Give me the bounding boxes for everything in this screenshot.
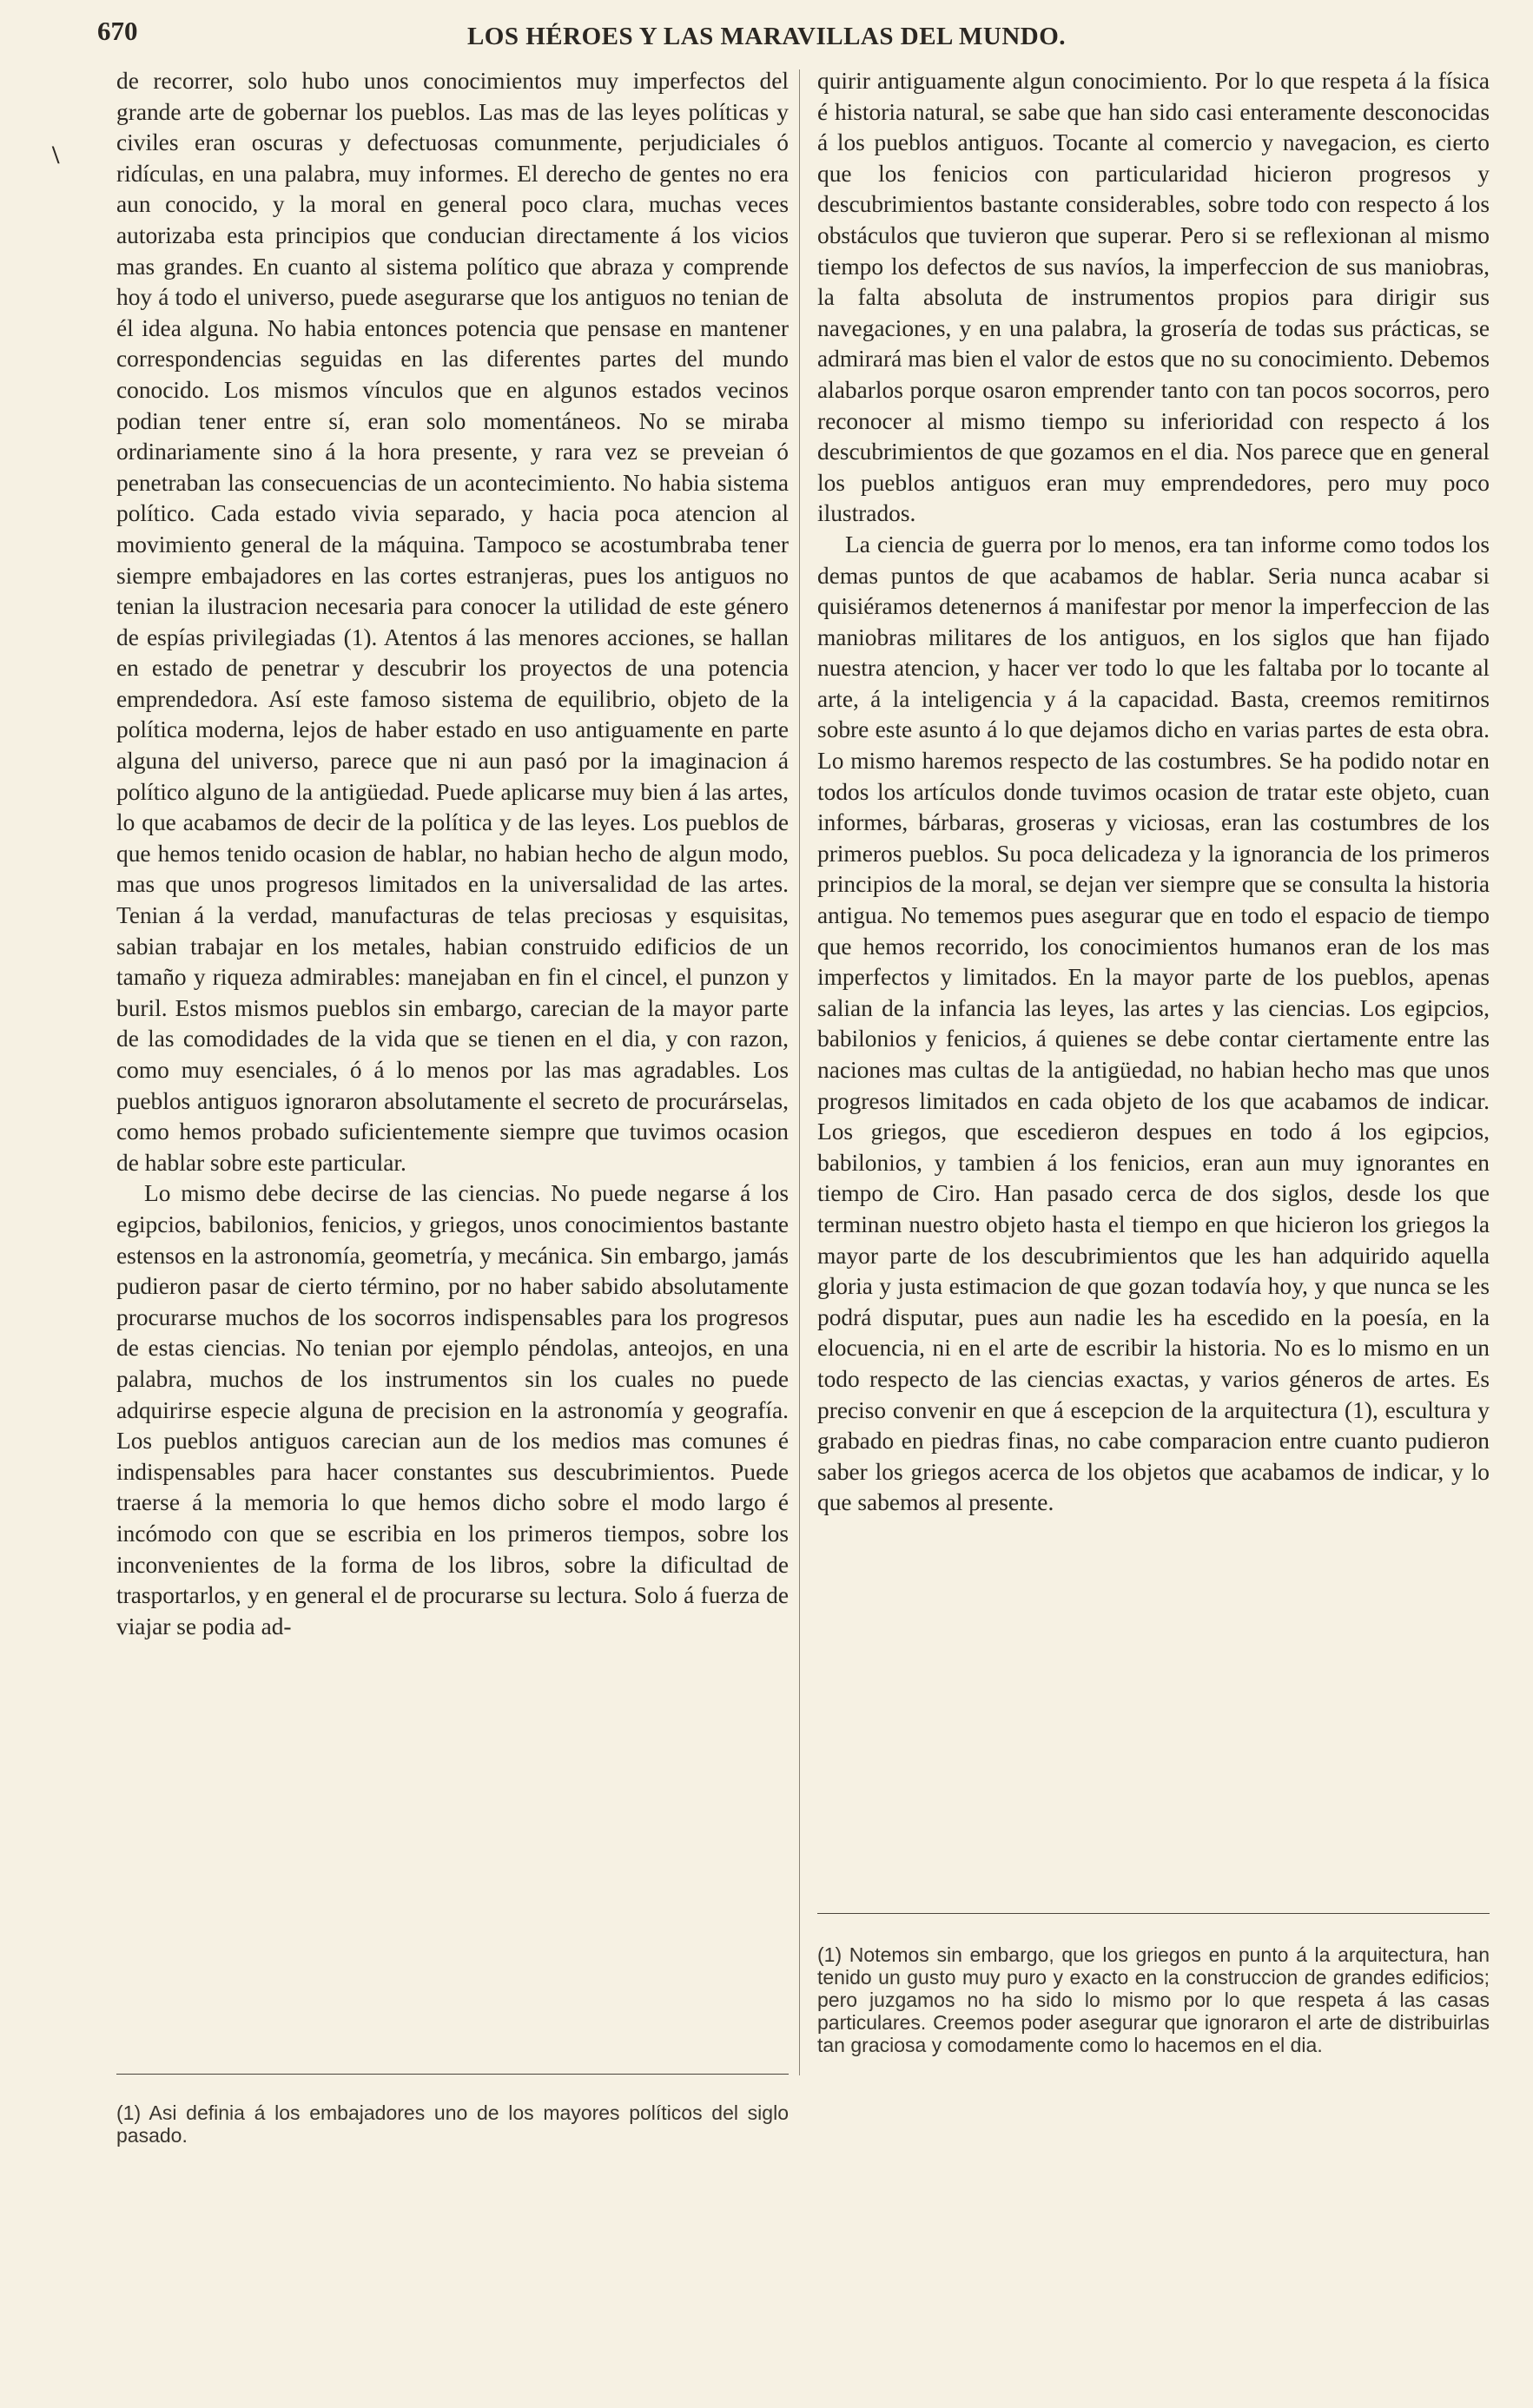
left-column: [116, 66, 789, 1642]
left-paragraph-1: de recorrer, solo hubo unos conocimientos muy imperfectos del grande arte de gobernar los pueblos. Las mas de las leyes políticas y civiles eran oscuras y defectuosas comunmente, perjudiciales ó ridículas, en una palabra, muy informes. El derecho de gentes no era aun conocido, y la moral en general poco clara, muchas veces autorizaba esta principios que conducian directamente á los vicios mas grandes. En cuanto al sistema político que abraza y comprende hoy á todo el universo, puede asegurarse que los antiguos no tenian de él idea alguna. No habia entonces potencia que pensase en mantener correspondencias seguidas en las diferentes partes del mundo conocido. Los mismos vínculos que en algunos estados vecinos podian tener entre sí, eran solo momentáneos. No se miraba ordinariamente sino á la hora presente, y rara vez se preveian ó penetraban las consecuencias de un acontecimiento. No habia sistema político. Cada estado vivia separado, y hacia poca atencion al movimiento general de la máquina. Tampoco se acostumbraba tener siempre embajadores en las cortes estranjeras, pues los antiguos no tenian la ilustracion necesaria para conocer la utilidad de este género de espías privilegiadas (1). Atentos á las menores acciones, se hallan en estado de penetrar y descubrir los proyectos de una potencia emprendedora. Así este famoso sistema de equilibrio, objeto de la política moderna, lejos de haber estado en uso antiguamente en parte alguna del universo, parece que ni aun pasó por la imaginacion á político alguno de la antigüedad. Puede aplicarse muy bien á las artes, lo que acabamos de decir de la política y de las leyes. Los pueblos de que hemos tenido ocasion de hablar, no habian hecho de algun modo, mas que unos progresos limitados en la universalidad de las artes. Tenian á la verdad, manufacturas de telas preciosas y esquisitas, sabian trabajar en los metales, habian construido edificios de un tamaño y riqueza admirables: manejaban en fin el cincel, el punzon y buril. Estos mismos pueblos sin embargo, carecian de la mayor parte de las comodidades de la vida que se tienen en el dia, y con razon, como muy esenciales, ó á lo menos por las mas agradables. Los pueblos antiguos ignoraron absolutamente el secreto de procurárselas, como hemos probado suficientemente siempre que tuvimos ocasion de hablar sobre este particular.: [116, 68, 789, 1176]
running-title: LOS HÉROES Y LAS MARAVILLAS DEL MUNDO.: [466, 23, 1067, 50]
left-footnote: (1) Asi definia á los embajadores uno de los mayores políticos del siglo pasado.: [116, 2101, 789, 2147]
left-footnote-rule: [116, 2074, 789, 2075]
right-footnote-rule: [817, 1913, 1490, 1914]
page-number: 670: [97, 16, 138, 46]
right-paragraph-1: quirir antiguamente algun conocimiento. Por lo que respeta á la física é historia natural, se sabe que han sido casi enteramente desconocidas á los pueblos antiguos. Tocante al comercio y navegacion, es cierto que los fenicios con particularidad hicieron progresos y descubrimientos bastante considerables, sobre todo con respecto á los obstáculos que tuvieron que superar. Pero si se reflexionan al mismo tiempo los defectos de sus navíos, la imperfeccion de sus maniobras, la falta absoluta de instrumentos propios para dirigir sus navegaciones, y en una palabra, la grosería de todas sus prácticas, se admirará mas bien el valor de estos que no su conocimiento. Debemos alabarlos porque osaron emprender tanto con tan pocos socorros, pero reconocer al mismo tiempo su inferioridad con respecto á los descubrimientos de que gozamos en el dia. Nos parece que en general los pueblos antiguos eran muy emprendedores, pero muy poco ilustrados.: [817, 68, 1490, 527]
left-paragraph-2: Lo mismo debe decirse de las ciencias. No puede negarse á los egipcios, babilonios, fenicios, y griegos, unos conocimientos bastante estensos en la astronomía, geometría, y mecánica. Sin embargo, jamás pudieron pasar de cierto término, por no haber sabido absolutamente procurarse muchos de los socorros indispensables para los progresos de estas ciencias. No tenian por ejemplo péndolas, anteojos, en una palabra, muchos de los instrumentos sin los cuales no puede adquirirse especie alguna de precision en la astronomía y geografía. Los pueblos antiguos carecian aun de los medios mas comunes é indispensables para hacer constantes sus descubrimientos. Puede traerse á la memoria lo que hemos dicho sobre el modo largo é incómodo con que se escribia en los primeros tiempos, sobre los inconvenientes de la forma de los libros, sobre la dificultad de trasportarlos, y en general el de procurarse su lectura. Solo á fuerza de viajar se podia ad-: [116, 1180, 789, 1639]
column-divider: [799, 69, 800, 2075]
margin-mark: \: [52, 141, 60, 169]
right-footnote: (1) Notemos sin embargo, que los griegos en punto á la arquitectura, han tenido un gusto muy puro y exacto en la construccion de grandes edificios; pero juzgamos no ha sido lo mismo por lo que respeta á las casas particulares. Creemos poder asegurar que ignoraron el arte de distribuirlas tan graciosa y comodamente como lo hacemos en el dia.: [817, 1943, 1490, 2056]
right-paragraph-2: La ciencia de guerra por lo menos, era tan informe como todos los demas puntos de que acabamos de hablar. Seria nunca acabar si quisiéramos detenernos á manifestar por menor la imperfeccion de las maniobras militares de los antiguos, en los siglos que han fijado nuestra atencion, y hacer ver todo lo que les faltaba por lo tocante al arte, á la inteligencia y á la capacidad. Basta, creemos remitirnos sobre este asunto á lo que dejamos dicho en varias partes de esta obra. Lo mismo haremos respecto de las costumbres. Se ha podido notar en todos los artículos donde tuvimos ocasion de tratar este objeto, cuan informes, bárbaras, groseras y viciosas, eran las costumbres de los primeros pueblos. Su poca delicadeza y la ignorancia de los primeros principios de la moral, se dejan ver siempre que se consulta la historia antigua. No tememos pues asegurar que en todo el espacio de tiempo que hemos recorrido, los conocimientos humanos eran de los mas imperfectos y limitados. En la mayor parte de los pueblos, apenas salian de la infancia las leyes, las artes y las ciencias. Los egipcios, babilonios y fenicios, á quienes se debe contar ciertamente entre las naciones mas cultas de la antigüedad, no habian hecho mas que unos progresos limitados en cada objeto de los que acabamos de indicar. Los griegos, que escedieron despues en todo á los egipcios, babilonios, y tambien á los fenicios, eran aun muy ignorantes en tiempo de Ciro. Han pasado cerca de dos siglos, desde los que terminan nuestro objeto hasta el tiempo en que hicieron los griegos la mayor parte de los descubrimientos que les han adquirido aquella gloria y justa estimacion de que gozan todavía hoy, y que nunca se les podrá disputar, pues aun nadie les ha escedido en la poesía, en la elocuencia, ni en el arte de escribir la historia. No es lo mismo en un todo respecto de las ciencias exactas, y varios géneros de artes. Es preciso convenir en que á escepcion de la arquitectura (1), escultura y grabado en piedras finas, no cabe comparacion entre cuanto pudieron saber los griegos acerca de los objetos que acabamos de indicar, y lo que sabemos al presente.: [817, 531, 1490, 1516]
right-column: [817, 66, 1490, 1519]
